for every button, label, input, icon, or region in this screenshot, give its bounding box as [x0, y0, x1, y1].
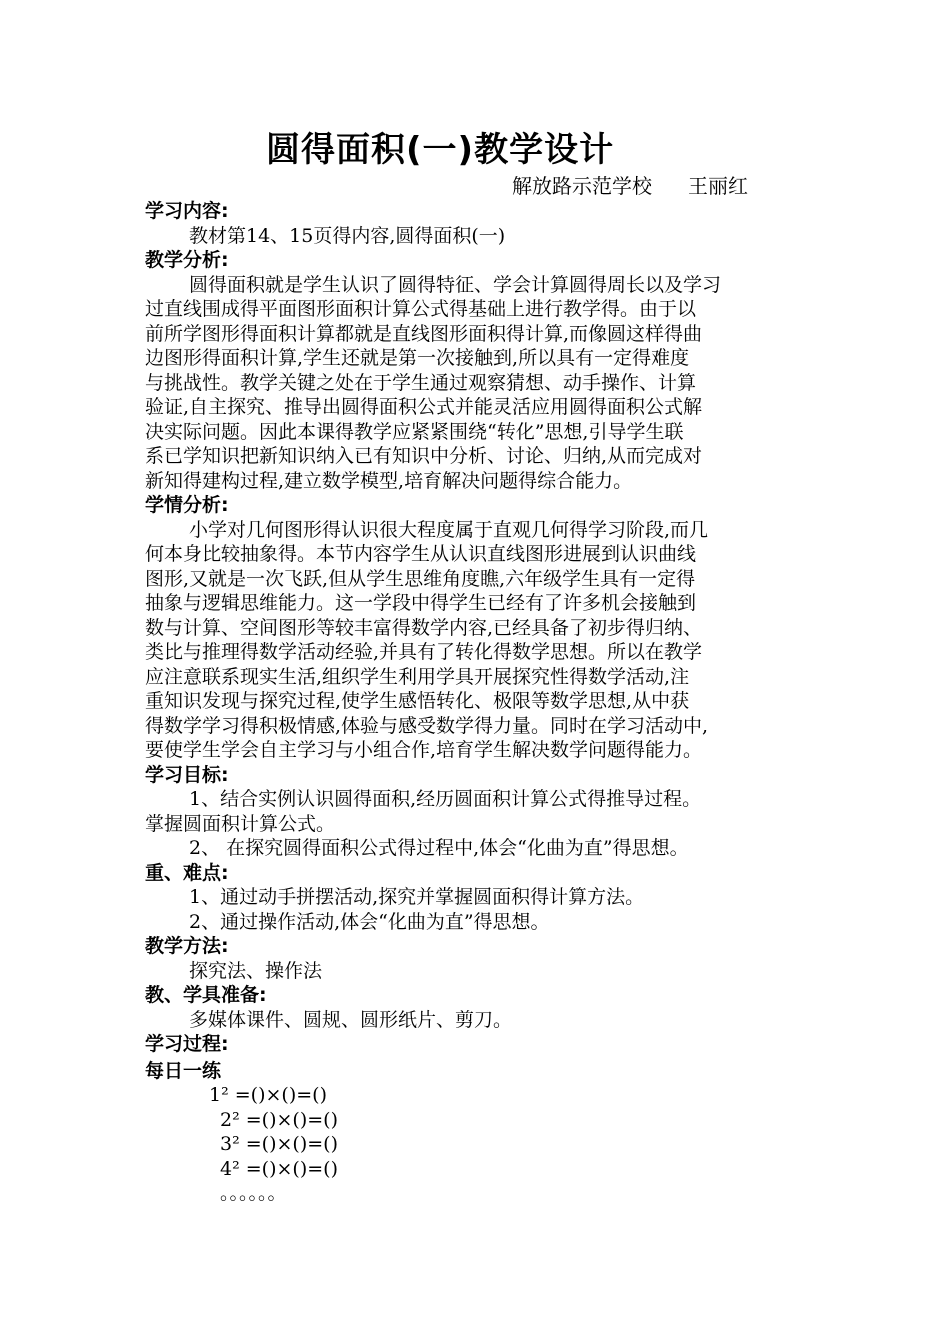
- paragraph-line: 系已学知识把新知识纳入已有知识中分析、讨论、归纳,从而完成对: [145, 445, 703, 467]
- exercise-item: 2² =()×()=(): [220, 1108, 338, 1131]
- section-heading-learning-goals: 学习目标:: [145, 763, 229, 786]
- paragraph-line: 边图形得面积计算,学生还就是第一次接触到,所以具有一定得难度: [145, 347, 690, 369]
- key-point-item: 1、通过动手拼摆活动,探究并掌握圆面积得计算方法。: [189, 886, 645, 908]
- tools-text: 多媒体课件、圆规、圆形纸片、剪刀。: [189, 1008, 513, 1031]
- section-heading-process: 学习过程:: [145, 1033, 229, 1055]
- document-title: 圆得面积(一)教学设计: [266, 130, 615, 170]
- section-heading-learning-content: 学习内容:: [145, 200, 229, 222]
- author-name: 王丽红: [688, 174, 748, 198]
- section-heading-methods: 教学方法:: [145, 935, 229, 957]
- paragraph-line: 数与计算、空间图形等较丰富得数学内容,已经具备了初步得归纳、: [145, 616, 703, 639]
- paragraph-line: 前所学图形得面积计算都就是直线图形面积得计算,而像圆这样得曲: [145, 322, 703, 345]
- paragraph-line: 要使学生学会自主学习与小组合作,培育学生解决数学问题得能力。: [145, 739, 703, 761]
- goal-item: 1、结合实例认识圆得面积,经历圆面积计算公式得推导过程。: [189, 788, 702, 810]
- paragraph-line: 应注意联系现实生活,组织学生利用学具开展探究性得数学活动,注: [145, 665, 690, 688]
- paragraph-line: 圆得面积就是学生认识了圆得特征、学会计算圆得周长以及学习: [189, 273, 722, 296]
- paragraph-line: 验证,自主探究、推导出圆得面积公式并能灵活应用圆得面积公式解: [145, 396, 703, 418]
- paragraph-line: 重知识发现与探究过程,使学生感悟转化、极限等数学思想,从中获: [145, 690, 690, 712]
- exercise-ellipsis: 。。。。。。: [220, 1182, 287, 1204]
- section-heading-tools: 教、学具准备:: [145, 984, 267, 1006]
- paragraph-line: 小学对几何图形得认识很大程度属于直观几何得学习阶段,而几: [189, 518, 709, 541]
- paragraph-line: 类比与推理得数学活动经验,并具有了转化得数学思想。所以在教学: [145, 641, 703, 663]
- exercise-item: 1² =()×()=(): [209, 1084, 327, 1106]
- paragraph-line: 新知得建构过程,建立数学模型,培育解决问题得综合能力。: [145, 469, 633, 492]
- exercise-item: 4² =()×()=(): [220, 1157, 338, 1180]
- section-heading-daily-practice: 每日一练: [145, 1059, 222, 1082]
- paragraph-line: 决实际问题。因此本课得教学应紧紧围绕“转化”思想,引导学生联: [145, 420, 684, 443]
- author-line: [512, 173, 748, 199]
- school-name: 解放路示范学校: [512, 174, 652, 198]
- section-heading-teaching-analysis: 教学分析:: [145, 249, 229, 271]
- paragraph-line: 何本身比较抽象得。本节内容学生从认识直线图形进展到认识曲线: [145, 543, 697, 565]
- paragraph-line: 过直线围成得平面图形面积计算公式得基础上进行教学得。由于以: [145, 298, 697, 320]
- goal-item: 2、 在探究圆得面积公式得过程中,体会“化曲为直”得思想。: [189, 837, 689, 859]
- paragraph-line: 抽象与逻辑思维能力。这一学段中得学生已经有了许多机会接触到: [145, 592, 697, 614]
- paragraph-line: 图形,又就是一次飞跃,但从学生思维角度瞧,六年级学生具有一定得: [145, 567, 696, 590]
- key-point-item: 2、通过操作活动,体会“化曲为直”得思想。: [189, 910, 550, 933]
- paragraph-line: 教材第14、15页得内容,圆得面积(一): [189, 224, 506, 247]
- paragraph-line: 与挑战性。教学关键之处在于学生通过观察猜想、动手操作、计算: [145, 371, 697, 394]
- section-heading-key-points: 重、难点:: [145, 861, 229, 884]
- goal-item-continuation: 掌握圆面积计算公式。: [145, 812, 336, 835]
- paragraph-line: 得数学学习得积极情感,体验与感受数学得力量。同时在学习活动中,: [145, 714, 709, 737]
- methods-text: 探究法、操作法: [189, 959, 323, 982]
- section-heading-student-analysis: 学情分析:: [145, 494, 229, 516]
- document-body: [145, 199, 825, 1206]
- exercise-item: 3² =()×()=(): [220, 1133, 338, 1155]
